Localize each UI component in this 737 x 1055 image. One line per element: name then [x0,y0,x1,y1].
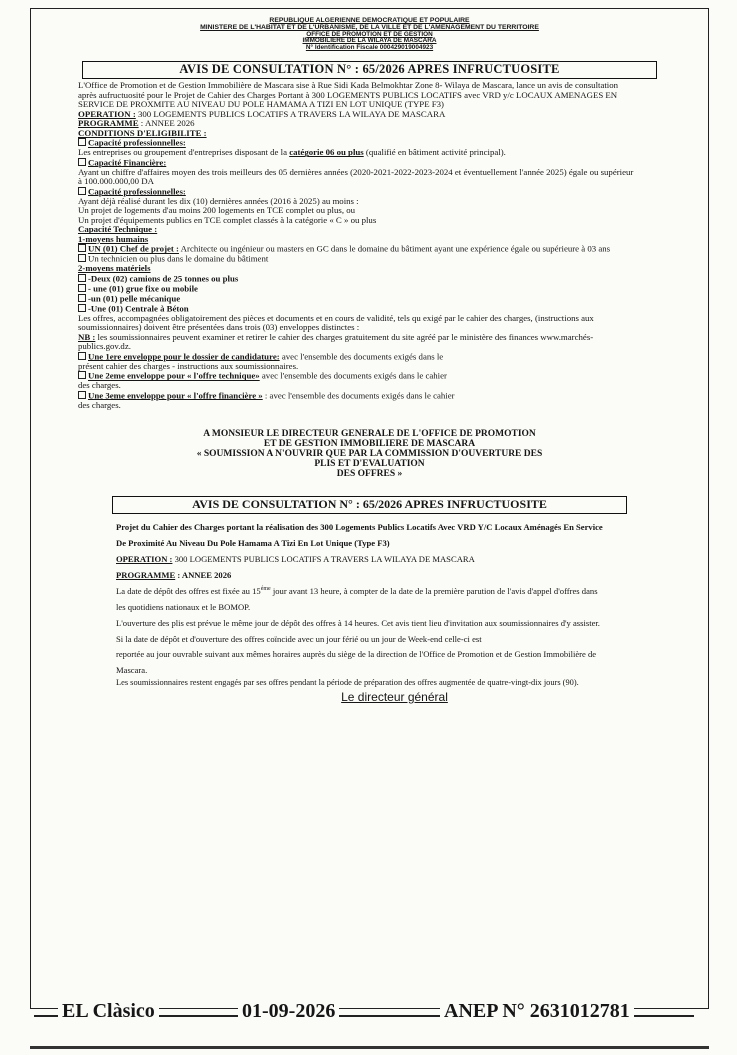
cap-pro2-line1: Ayant déjà réalisé durant les dix (10) dernières années (2016 à 2025) au moins : [78,195,359,206]
cap-fin-text: Ayant un chiffre d'affaires moyen des trois meilleurs des 05 dernières années (2020-2021-2022-2023-2024 et éventuellement l'année 2025) égale ou supérieur à 100.000.000,00 DA [78,166,634,187]
notice2-projet: Projet du Cahier des Charges portant la réalisation des 300 Logements Publics Locatifs Avec VRD Y/C Locaux Aménagés En Service De Proximité Au Niveau Du Pole Hamama A Tizi En Lot Unique (Type F3) [116,522,603,549]
nb-text: NB : les soumissionnaires peuvent examiner et retirer le cahier des charges gratuitement du site agréé par le ministère des finances www.marchés-publics.gov.dz. [78,331,594,352]
checkbox-icon [78,138,86,146]
offres-text: Les offres, accompagnées obligatoirement des pièces et documents et en cours de validité, tels qu exigé par le cahier des charges, (instructions aux soumissionnaires) doivent être présentées dans trois (03) enveloppes distinctes : [78,312,594,333]
materiel-item: - une (01) grue fixe ou mobile [78,284,637,294]
document-content [42,18,697,704]
moyens-materiels-heading: 2-moyens matériels [78,263,151,274]
document-header [42,18,697,51]
checkbox-icon [78,254,86,262]
materiel-item: -un (01) pelle mécanique [78,294,637,304]
moyens-humains-heading: 1-moyens humains [78,233,149,244]
checkbox-icon [78,304,86,312]
header-republic: REPUBLIQUE ALGERIENNE DEMOCRATIQUE ET POPULAIRE [269,17,470,24]
notice2-depot: La date de dépôt des offres est fixée au $15^{éme}$ jour avant 13 heure, à compter de la date de la première parution de l'avis d'appel d'offres dans les quotidiens nationaux et le BOMOP. [116,585,598,612]
notice1-operation: OPERATION : 300 LOGEMENTS PUBLICS LOCATIFS A TRAVERS LA WILAYA DE MASCARA [78,108,446,119]
envelope-1: Une 1ere enveloppe pour le dossier de candidature: avec l'ensemble des documents exigés dans le [78,352,637,362]
checkbox-icon [78,284,86,292]
header-fiscal-id: N° Identification Fiscale 000429019004923 [305,43,434,51]
header-ministry: MINISTERE DE L'HABITAT ET DE L'URBANISME, DE LA VILLE ET DE L'AMENAGEMENT DU TERRITOIRE [200,23,539,31]
materiel-item: -Deux (02) camions de 25 tonnes ou plus [78,274,637,284]
notice2-operation: OPERATION : 300 LOGEMENTS PUBLICS LOCATIFS A TRAVERS LA WILAYA DE MASCARA [116,554,475,565]
notice1-body [42,81,697,410]
notice2-title: AVIS DE CONSULTATION N° : 65/2026 APRES INFRUCTUOSITE [112,496,627,514]
cap-pro2-line3: Un projet d'équipements publics en TCE complet classés à la catégorie « C » ou plus [78,214,377,225]
checkbox-icon [78,352,86,360]
addressee-line: PLIS ET D'EVALUATION [314,459,425,470]
header-office-wilaya: IMMOBILIERE DE LA WILAYA DE MASCARA [302,37,437,45]
cap-pro1-heading: Capacité professionnelles: [78,138,637,148]
checkbox-icon [78,187,86,195]
cap-fin-heading: Capacité Financière: [78,158,637,168]
notice1-title: AVIS DE CONSULTATION N° : 65/2026 APRES INFRUCTUOSITE [82,61,657,79]
notice2-reportee: reportée au jour ouvrable suivant aux mêmes horaires auprès du siège de la direction de l'Office de Promotion et de Gestion Immobilière de Mascara. [116,649,597,676]
addressee-line: « SOUMISSION A N'OUVRIR QUE PAR LA COMMISSION D'OUVERTURE DES [196,449,543,460]
materiel-item: -Une (01) Centrale à Béton [78,304,637,314]
envelope-2: Une 2eme enveloppe pour « l'offre technique» avec l'ensemble des documents exigés dans le cahier [78,371,637,381]
addressee-line: DES OFFRES » [336,469,403,480]
cap-tech-heading: Capacité Technique : [78,224,158,235]
addressee-block [42,430,697,480]
envelope-3: Une 3eme enveloppe pour « l'offre financière » : avec l'ensemble des documents exigés dans le cahier [78,391,637,401]
cap-pro2-line2: Un projet de logements d'au moins 200 logements en TCE complet ou plus, ou [78,205,356,216]
envelope-2-cont: des charges. [78,380,121,391]
notice2-ouverture: L'ouverture des plis est prévue le même jour de dépôt des offres à 14 heures. Cet avis tient lieu d'invitation aux soumissionnaires d'y assister. [116,617,600,628]
notice1-intro: L'Office de Promotion et de Gestion Immobilière de Mascara sise à Rue Sidi Kada Belmokhtar Zone 8- Wilaya de Mascara, lance un avis de consultation après aufructuosité pour le Projet de Cahier des Charges Portant à 300 LOGEMENTS PUBLICS LOCATIFS avec VRD y/c LOCAUX AMENAGES EN SERVICE DE PROXMITE AU NIVEAU DU POLE HAMAMA A TIZI EN LOT UNIQUE (TYPE F3) [78,80,619,110]
envelope-1-cont: présent cahier des charges - instructions aux soumissionnaires. [78,360,299,371]
checkbox-icon [78,391,86,399]
addressee-line: ET DE GESTION IMMOBILIERE DE MASCARA [263,439,476,450]
footer-date: 01-09-2026 [238,1000,339,1023]
bottom-rule [30,1046,709,1049]
cap-pro1-text: Les entreprises ou groupement d'entreprises disposant de la catégorie 06 ou plus (qualifié en bâtiment activité principal). [78,147,506,158]
envelope-3-cont: des charges. [78,399,121,410]
checkbox-icon [78,294,86,302]
checkbox-icon [78,158,86,166]
technicien: Un technicien ou plus dans le domaine du bâtiment [78,254,637,264]
addressee-line: A MONSIEUR LE DIRECTEUR GENERALE DE L'OFFICE DE PROMOTION [203,429,536,440]
director-signature: Le directeur général [341,690,448,704]
checkbox-icon [78,371,86,379]
checkbox-icon [78,244,86,252]
notice2-ferie: Si la date de dépôt et d'ouverture des offres coïncide avec un jour férié ou un jour de Week-end celle-ci est [116,633,482,644]
footer-anep: ANEP N° 2631012781 [440,1000,634,1023]
header-office: OFFICE DE PROMOTION ET DE GESTION [306,30,433,38]
notice1-programme: PROGRAMME : ANNEE 2026 [78,118,195,129]
notice2-body [42,520,697,688]
notice2-programme: PROGRAMME : ANNEE 2026 [116,569,232,580]
notice1-conditions: CONDITIONS D'ELIGIBILITE : [78,127,207,138]
footer-bar [0,998,737,1032]
chef-projet: UN (01) Chef de projet : Architecte ou ingénieur ou masters en GC dans le domaine du bâtiment ayant une expérience égale ou supérieure à 03 ans [78,244,637,254]
footer-newspaper: EL Clàsico [58,1000,159,1023]
cap-pro2-heading: Capacité professionnelles: [78,187,637,197]
checkbox-icon [78,274,86,282]
notice2-engages: Les soumissionnaires restent engagés par ses offres pendant la période de préparation des offres augmentée de quatre-vingt-dix jours (90). [116,678,579,688]
